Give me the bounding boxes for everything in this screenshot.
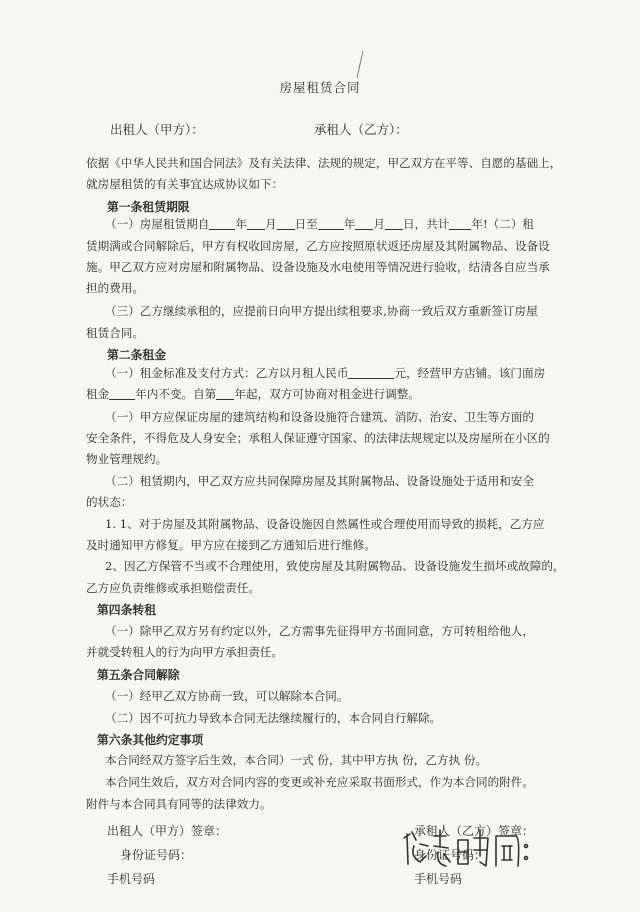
section-4-line-1: （一）除甲乙双方另有约定以外，乙方需事先征得甲方书面同意，方可转租给他人，: [105, 624, 534, 638]
intro-line-1: 依据《中华人民共和国合同法》及有关法律、法规的规定，甲乙双方在平等、自愿的基础上，: [86, 156, 562, 170]
term-start-day-blank: [277, 217, 295, 230]
pen-mark: [354, 50, 366, 80]
section-1-heading: 第一条租赁期限: [107, 200, 190, 214]
term-end-year-blank: [318, 217, 344, 230]
section-1-term-line: [105, 216, 534, 232]
term-end-day-blank: [385, 217, 403, 230]
rent-text-4: 年内不变。自第: [135, 387, 217, 401]
section-2-rent-line-2: [86, 386, 420, 402]
section-2-p3-line-1: （二）租赁期内，甲乙双方应共同保障房屋及其附属物品、设备设施处于适用和安全: [105, 474, 534, 488]
section-1-p3-line-2: 租赁合同。: [86, 326, 144, 340]
section-6-line-3: 附件与本合同具有同等的法律效力。: [86, 797, 272, 811]
section-1-line-3: 施。甲乙双方应对房屋和附属物品、设备设施及水电使用等情况进行验收，结清各自应当承: [86, 260, 550, 274]
section-6-line-1: 本合同经双方签字后生效，本合同）一式 份，其中甲方执 份，乙方执 份。: [105, 753, 488, 767]
section-2-p2-line-1: （一）甲方应保证房屋的建筑结构和设备设施符合建筑、消防、治安、卫生等方面的: [105, 410, 534, 424]
section-5-heading: 第五条合同解除: [97, 668, 180, 682]
lessee-label: 承租人（乙方）：: [314, 122, 408, 137]
term-start-month-blank: [247, 217, 265, 230]
section-4-heading: 第四条转租: [97, 603, 156, 617]
term-start-year-blank: [209, 217, 235, 230]
term-text-3: 月: [264, 217, 277, 231]
lessee-signature-label: 承租人（乙方）签章：: [414, 824, 535, 838]
term-end-month-blank: [355, 217, 373, 230]
term-text-7: 日，共计: [403, 217, 450, 231]
term-text-8: 年!（二）租: [471, 217, 535, 231]
intro-line-2: 就房屋租赁的有关事宜达成协议如下：: [86, 177, 284, 191]
lessee-phone-label: 手机号码: [414, 872, 463, 886]
section-2-p2-line-2: 安全条件，不得危及人身安全；承租人保证遵守国家、的法律法规规定以及房屋所在小区的: [86, 431, 550, 445]
section-6-line-2: 本合同生效后，双方对合同内容的变更或补充应采取书面形式，作为本合同的附件。: [105, 775, 534, 789]
document-title: 房屋租赁合同: [279, 80, 361, 95]
term-text-1: （一）房屋租赁期自: [105, 217, 210, 231]
lessor-phone-label: 手机号码: [107, 872, 156, 886]
section-5-line-1: （一）经甲乙双方协商一致，可以解除本合同。: [105, 689, 349, 703]
section-2-p2-line-3: 物业管理规约。: [86, 452, 168, 466]
lessor-signature-label: 出租人（甲方）签章：: [107, 824, 228, 838]
section-1-line-2: 赁期满或合同解除后，甲方有权收回房屋，乙方应按照原状返还房屋及其附属物品、设备设: [86, 239, 550, 253]
term-total-years-blank: [449, 217, 471, 230]
handwritten-signing-time: [400, 816, 540, 874]
monthly-rent-blank: [348, 366, 394, 379]
section-1-p3-line-1: （三）乙方继续承租的，应提前日向甲方提出续租要求,协商一致后双方重新签订房屋: [105, 304, 538, 318]
term-text-2: 年: [235, 217, 247, 231]
section-2-p4-line-2: 及时通知甲方修复。甲方应在接到乙方通知后进行维修。: [86, 538, 376, 552]
term-text-5: 年: [343, 217, 356, 231]
section-2-p5-line-2: 乙方应负责维修或承担赔偿责任。: [86, 581, 260, 595]
term-text-6: 月: [373, 217, 385, 231]
section-2-heading: 第二条租金: [107, 348, 166, 362]
lessor-id-label: 身份证号码：: [120, 848, 193, 862]
term-text-4: 日至: [294, 217, 318, 231]
rent-text-3: 租金: [86, 387, 110, 401]
section-4-line-2: 并就受转租人的行为向甲方承担责任。: [86, 645, 284, 659]
section-2-p3-line-2: 的状态：: [86, 495, 133, 509]
section-2-p5-line-1: 2、因乙方保管不当或不合理使用，致使房屋及其附属物品、设备设施发生损坏或故障的，: [105, 559, 565, 573]
section-2-rent-line: [105, 365, 545, 381]
section-2-p4-line-1: 1. 1、对于房屋及其附属物品、设备设施因自然属性或合理使用而导致的损耗，乙方应: [105, 517, 545, 531]
section-5-line-2: （二）因不可抗力导致本合同无法继续履行的，本合同自行解除。: [105, 711, 442, 725]
lessee-id-label: 身份证号码：: [414, 848, 487, 862]
rent-text-5: 年起，双方可协商对租金进行调整。: [234, 387, 420, 401]
section-1-line-4: 担的费用。: [86, 281, 144, 295]
rent-adjust-year-blank: [216, 387, 234, 400]
rent-fixed-years-blank: [109, 387, 135, 400]
lessor-label: 出租人（甲方）：: [110, 122, 204, 137]
rent-text-1: （一）租金标准及支付方式：乙方以月租人民币: [105, 366, 349, 380]
section-6-heading: 第六条其他约定事项: [97, 733, 204, 747]
rent-text-2: 元，经营甲方店铺。该门面房: [394, 366, 546, 380]
